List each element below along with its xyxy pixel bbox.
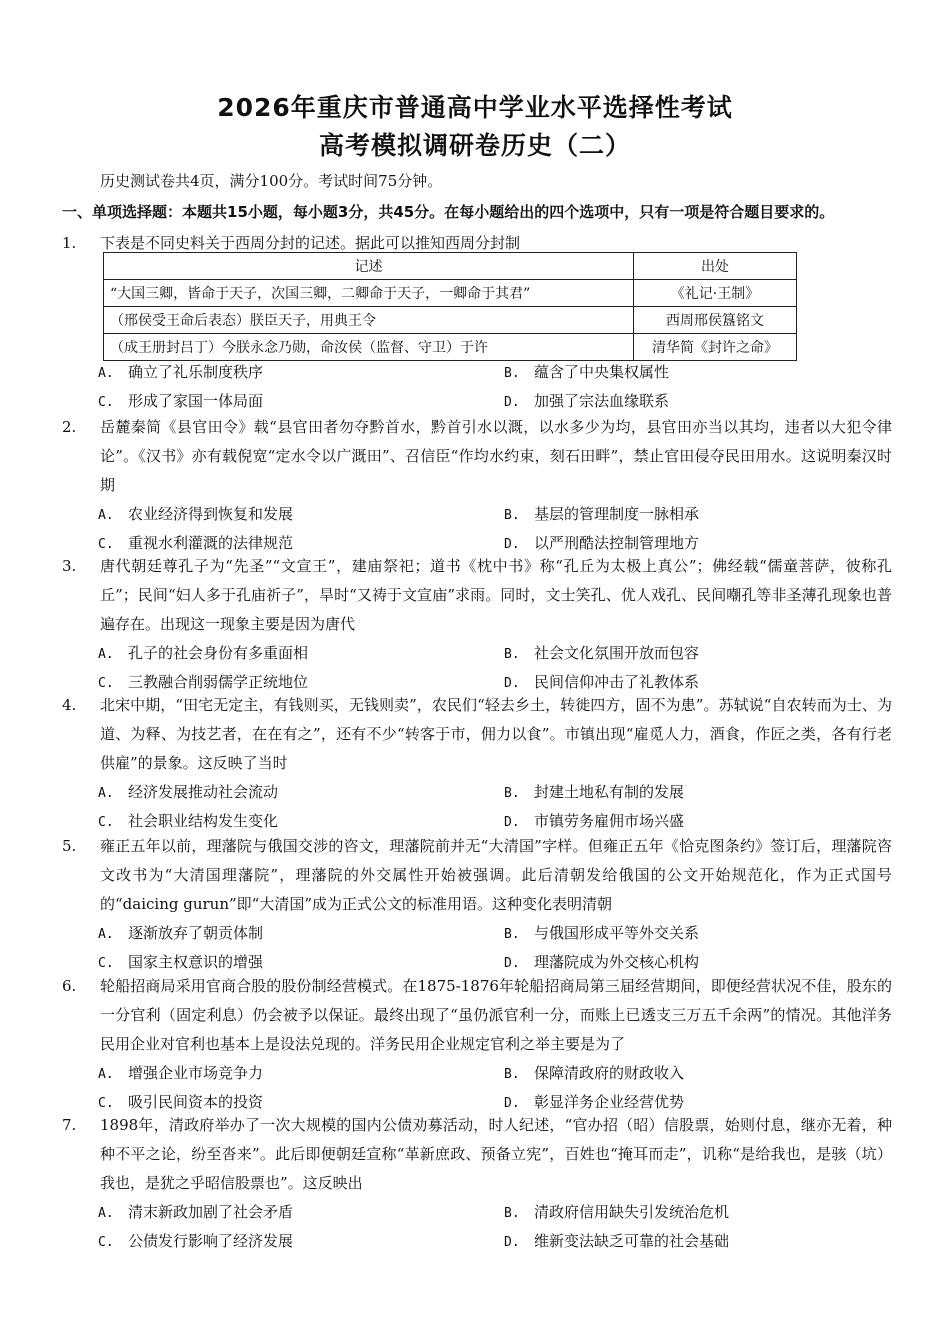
option-text: 孔子的社会身份有多重面相 bbox=[128, 644, 309, 662]
table-row bbox=[104, 280, 797, 307]
options-group bbox=[98, 919, 892, 977]
option-label: D. bbox=[504, 956, 520, 971]
question-3 bbox=[62, 552, 892, 697]
option-text: 逐渐放弃了朝贡体制 bbox=[128, 924, 264, 942]
option-text: 三教融合削弱儒学正统地位 bbox=[128, 673, 309, 691]
option-a[interactable] bbox=[98, 358, 263, 388]
option-label: D. bbox=[504, 815, 520, 830]
option-label: D. bbox=[504, 1096, 520, 1111]
option-label: A. bbox=[98, 927, 114, 942]
option-label: C. bbox=[98, 956, 114, 971]
exam-title: 2026年重庆市普通高中学业水平选择性考试 bbox=[217, 93, 733, 122]
exam-instructions: 历史测试卷共4页，满分100分。考试时间75分钟。 bbox=[100, 172, 443, 190]
option-label: B. bbox=[504, 786, 520, 801]
option-text: 以严刑酷法控制管理地方 bbox=[534, 534, 700, 552]
option-text: 保障清政府的财政收入 bbox=[534, 1064, 685, 1082]
table-header-cell: 出处 bbox=[634, 253, 797, 280]
option-text: 农业经济得到恢复和发展 bbox=[128, 505, 294, 523]
option-text: 封建土地私有制的发展 bbox=[534, 783, 685, 801]
question-number: 6. bbox=[62, 977, 77, 995]
table-header-cell: 记述 bbox=[104, 253, 634, 280]
option-label: D. bbox=[504, 1235, 520, 1250]
option-text: 清政府信用缺失引发统治危机 bbox=[534, 1203, 730, 1221]
option-text: 确立了礼乐制度秩序 bbox=[128, 363, 264, 381]
table-cell: （成王册封吕丁）今朕永念乃勋，命汝侯（监督、守卫）于许 bbox=[104, 334, 634, 361]
option-text: 加强了宗法血缘联系 bbox=[534, 392, 670, 410]
option-a[interactable] bbox=[98, 500, 293, 530]
option-label: C. bbox=[98, 815, 114, 830]
question-number: 7. bbox=[62, 1116, 77, 1134]
table-cell: （邢侯受王命后表态）朕臣天子，用典王令 bbox=[104, 307, 634, 334]
question-number: 4. bbox=[62, 696, 77, 714]
exam-subtitle: 高考模拟调研卷历史（二） bbox=[318, 131, 631, 160]
options-group bbox=[98, 500, 892, 558]
option-b[interactable] bbox=[504, 778, 684, 808]
option-text: 民间信仰冲击了礼教体系 bbox=[534, 673, 700, 691]
option-label: B. bbox=[504, 508, 520, 523]
question-7 bbox=[62, 1111, 892, 1256]
table-row bbox=[104, 334, 797, 361]
option-text: 经济发展推动社会流动 bbox=[128, 783, 279, 801]
option-label: B. bbox=[504, 927, 520, 942]
section-heading: 一、单项选择题：本题共15小题，每小题3分，共45分。在每小题给出的四个选项中，只有一项是符合题目要求的。 bbox=[62, 203, 835, 221]
option-text: 公债发行影响了经济发展 bbox=[128, 1232, 294, 1250]
option-text: 吸引民间资本的投资 bbox=[128, 1093, 264, 1111]
question-text: 轮船招商局采用官商合股的股份制经营模式。在1875-1876年轮船招商局第三届经营期间，即便经营状况不佳，股东的一分官利（固定利息）仍会被予以保证。最终出现了“虽仍派官利一分，而账上已透支三万五千余两”的情况。其他洋务民用企业对官利也基本上是设法兑现的。洋务民用企业规定官利之举主要是为了 bbox=[100, 977, 892, 1053]
question-4 bbox=[62, 691, 892, 836]
options-group bbox=[98, 639, 892, 697]
option-text: 社会职业结构发生变化 bbox=[128, 812, 279, 830]
option-b[interactable] bbox=[504, 500, 699, 530]
option-label: A. bbox=[98, 508, 114, 523]
option-b[interactable] bbox=[504, 358, 669, 388]
question-6 bbox=[62, 972, 892, 1117]
question-text: 1898年，清政府举办了一次大规模的国内公债劝募活动，时人纪述，“官办招（昭）信股票，始则付息，继亦无着，种种不平之论，纷至沓来”。此后即便朝廷宣称“革新庶政、预备立宪”，百姓也“掩耳而走”，讥称“是给我也，是骇（坑）我也，是犹之乎昭信股票也”。这反映出 bbox=[100, 1116, 892, 1192]
option-label: A. bbox=[98, 786, 114, 801]
question-number: 2. bbox=[62, 418, 77, 436]
table-row bbox=[104, 307, 797, 334]
option-a[interactable] bbox=[98, 919, 263, 949]
option-text: 蕴含了中央集权属性 bbox=[534, 363, 670, 381]
option-label: D. bbox=[504, 537, 520, 552]
option-label: A. bbox=[98, 366, 114, 381]
option-text: 彰显洋务企业经营优势 bbox=[534, 1093, 685, 1111]
option-label: C. bbox=[98, 1096, 114, 1111]
option-a[interactable] bbox=[98, 1059, 263, 1089]
option-label: A. bbox=[98, 1067, 114, 1082]
option-text: 重视水利灌溉的法律规范 bbox=[128, 534, 294, 552]
option-text: 形成了家国一体局面 bbox=[128, 392, 264, 410]
option-label: D. bbox=[504, 676, 520, 691]
option-b[interactable] bbox=[504, 919, 699, 949]
option-d[interactable] bbox=[504, 1227, 729, 1257]
option-b[interactable] bbox=[504, 639, 699, 669]
source-table bbox=[103, 252, 797, 361]
option-b[interactable] bbox=[504, 1198, 729, 1228]
question-2 bbox=[62, 413, 892, 558]
question-text: 下表是不同史料关于西周分封的记述。据此可以推知西周分封制 bbox=[100, 234, 521, 252]
table-cell: “大国三卿，皆命于天子，次国三卿，二卿命于天子，一卿命于其君” bbox=[104, 280, 634, 307]
question-5 bbox=[62, 832, 892, 977]
option-b[interactable] bbox=[504, 1059, 684, 1089]
option-text: 基层的管理制度一脉相承 bbox=[534, 505, 700, 523]
option-label: A. bbox=[98, 647, 114, 662]
question-number: 5. bbox=[62, 837, 77, 855]
options-group bbox=[98, 358, 892, 416]
option-label: C. bbox=[98, 1235, 114, 1250]
question-number: 1. bbox=[62, 234, 77, 252]
options-group bbox=[98, 1198, 892, 1256]
option-text: 清末新政加剧了社会矛盾 bbox=[128, 1203, 294, 1221]
option-label: B. bbox=[504, 647, 520, 662]
option-a[interactable] bbox=[98, 1198, 293, 1228]
option-c[interactable] bbox=[98, 1227, 293, 1257]
options-group bbox=[98, 778, 892, 836]
table-cell: 《礼记·王制》 bbox=[634, 280, 797, 307]
question-text: 雍正五年以前，理藩院与俄国交涉的咨文，理藩院前并无“大清国”字样。但雍正五年《恰克图条约》签订后，理藩院咨文改书为“大清国理藩院”，理藩院的外交属性开始被强调。此后清朝发给俄国的公文开始规范化，作为正式国号的“daicing gurun”即“大清国”成为正式公文的标准用语。这种变化表明清朝 bbox=[100, 837, 892, 913]
option-label: B. bbox=[504, 1206, 520, 1221]
option-text: 理藩院成为外交核心机构 bbox=[534, 953, 700, 971]
option-text: 市镇劳务雇佣市场兴盛 bbox=[534, 812, 685, 830]
table-cell: 西周邢侯簋铭文 bbox=[634, 307, 797, 334]
option-text: 与俄国形成平等外交关系 bbox=[534, 924, 700, 942]
question-text: 唐代朝廷尊孔子为“先圣”“文宣王”，建庙祭祀；道书《枕中书》称“孔丘为太极上真公”；佛经载“儒童菩萨，彼称孔丘”；民间“妇人多于孔庙祈子”，旱时“又祷于文宣庙”求雨。同时，文士笑孔、优人戏孔、民间嘲孔等非圣薄孔现象也普遍存在。出现这一现象主要是因为唐代 bbox=[100, 557, 892, 633]
option-text: 增强企业市场竞争力 bbox=[128, 1064, 264, 1082]
option-a[interactable] bbox=[98, 639, 308, 669]
option-label: C. bbox=[98, 395, 114, 410]
option-text: 国家主权意识的增强 bbox=[128, 953, 264, 971]
options-group bbox=[98, 1059, 892, 1117]
table-header-row bbox=[104, 253, 797, 280]
option-text: 维新变法缺乏可靠的社会基础 bbox=[534, 1232, 730, 1250]
option-label: A. bbox=[98, 1206, 114, 1221]
option-text: 社会文化氛围开放而包容 bbox=[534, 644, 700, 662]
question-number: 3. bbox=[62, 557, 77, 575]
table-cell: 清华简《封许之命》 bbox=[634, 334, 797, 361]
option-label: D. bbox=[504, 395, 520, 410]
option-a[interactable] bbox=[98, 778, 278, 808]
option-label: B. bbox=[504, 1067, 520, 1082]
question-1-options bbox=[62, 358, 892, 416]
option-label: C. bbox=[98, 676, 114, 691]
question-text: 北宋中期，“田宅无定主，有钱则买，无钱则卖”，农民们“轻去乡土，转徙四方，固不为患”。苏轼说“自农转而为士、为道、为释、为技艺者，在在有之”，还有不少“转客于市，佣力以食”。市镇出现“雇觅人力，酒食，作匠之类，各有行老供雇”的景象。这反映了当时 bbox=[100, 696, 892, 772]
option-label: B. bbox=[504, 366, 520, 381]
option-label: C. bbox=[98, 537, 114, 552]
question-text: 岳麓秦简《县官田令》载“县官田者勿夺黔首水，黔首引水以溉，以水多少为均，县官田亦当以其均，违者以大犯令律论”。《汉书》亦有载倪宽“定水令以广溉田”、召信臣“作均水约束，刻石田畔”，禁止官田侵夺民田用水。这说明秦汉时期 bbox=[100, 418, 892, 494]
